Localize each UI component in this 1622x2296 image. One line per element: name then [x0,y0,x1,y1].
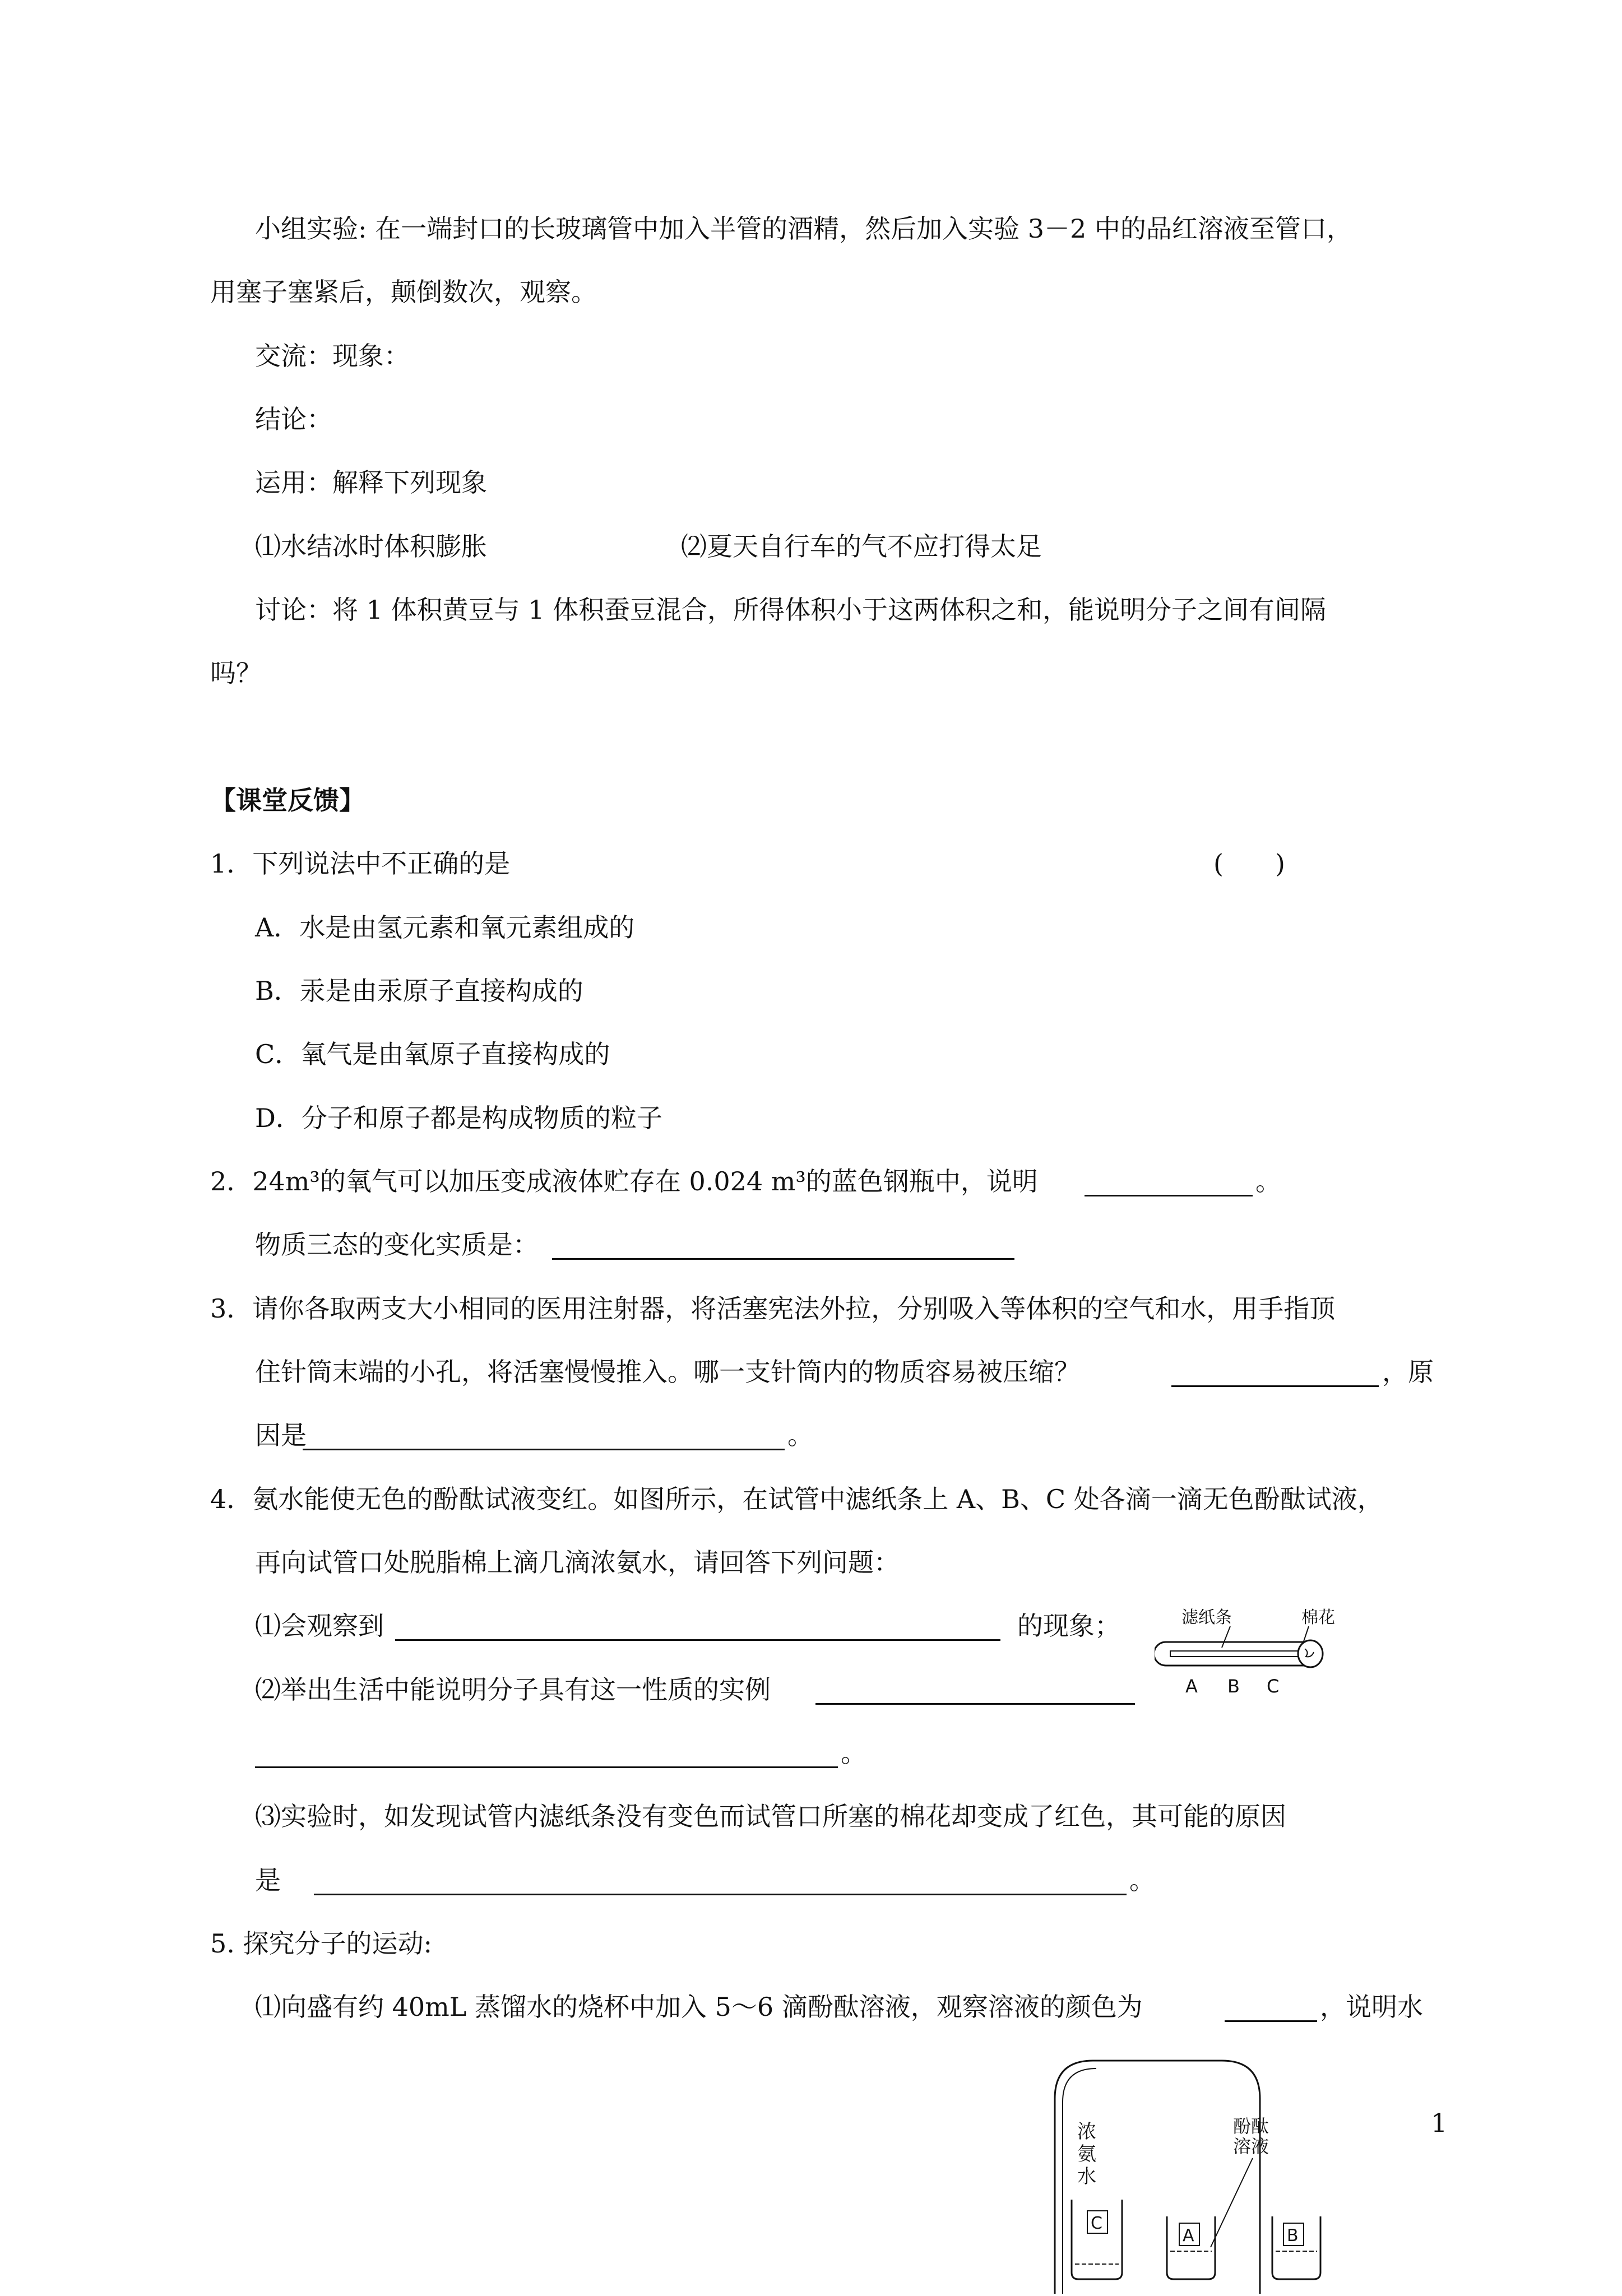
beaker-c-label: C [1091,2214,1102,2233]
q1-option-d: D．分子和原子都是构成物质的粒子 [255,1103,662,1133]
q5-line-1: 5. 探究分子的运动: [210,1928,433,1959]
ammonia-label-2: 氨 [1077,2143,1096,2165]
bell-jar-figure [1042,2048,1356,2294]
test-tube [1155,1642,1306,1666]
intro-line-2: 用塞子塞紧后，颠倒数次，观察。 [210,277,597,307]
q4-blank-1[interactable] [395,1639,1000,1641]
q4-blank-2[interactable] [815,1703,1135,1705]
q2-line-1: 2．24m³的氧气可以加压变成液体贮存在 0.024 m³的蓝色钢瓶中，说明 [210,1166,1038,1196]
q4-sub-3-line-2: 是 [255,1865,281,1895]
beaker-b-label: B [1287,2226,1299,2246]
page-number: 1 [1431,2108,1448,2138]
q1-option-c: C．氧气是由氧原子直接构成的 [255,1039,610,1069]
beaker-a-label: A [1183,2226,1194,2246]
exchange-label: 交流：现象： [255,341,410,371]
q4-line-1: 4．氨水能使无色的酚酞试液变红。如图所示，在试管中滤纸条上 A、B、C 处各滴一滴无色酚酞试液， [210,1484,1383,1514]
test-tube-figure [1155,1603,1345,1709]
q3-line-1: 3．请你各取两支大小相同的医用注射器，将活塞宪法外拉，分别吸入等体积的空气和水，用手指顶 [210,1293,1336,1324]
q4-sub-1-end: 的现象； [1017,1611,1120,1641]
q3-line-2-end: ，原 [1382,1357,1434,1387]
discuss-line-1: 讨论：将 1 体积黄豆与 1 体积蚕豆混合，所得体积小于这两体积之和，能说明分子之间有间隔 [255,595,1327,625]
apply-item-2: ⑵夏天自行车的气不应打得太足 [681,531,1042,562]
q3-blank-1[interactable] [1171,1385,1379,1387]
q3-line-2: 住针筒末端的小孔，将活塞慢慢推入。哪一支针筒内的物质容易被压缩？ [255,1357,1080,1387]
q1-option-b: B．汞是由汞原子直接构成的 [255,976,583,1006]
q4-line-2: 再向试管口处脱脂棉上滴几滴浓氨水，请回答下列问题： [255,1547,900,1578]
ammonia-label-1: 浓 [1077,2121,1096,2143]
q3-line-3: 因是 [255,1420,307,1450]
q2-line-1-end: 。 [1255,1166,1281,1196]
filter-strip [1170,1651,1299,1657]
apply-label: 运用：解释下列现象 [255,467,487,498]
q4-blank-3[interactable] [255,1766,838,1768]
apply-item-1: ⑴水结冰时体积膨胀 [255,531,487,562]
section-heading: 【课堂反馈】 [210,785,365,815]
q2-blank-2[interactable] [552,1258,1014,1260]
ammonia-label-3: 水 [1077,2165,1096,2188]
q5-blank-1[interactable] [1225,2020,1317,2022]
point-a-label: A [1185,1676,1198,1697]
q5-sub-1: ⑴向盛有约 40mL 蒸馏水的烧杯中加入 5～6 滴酚酞溶液，观察溶液的颜色为 [255,1992,1143,2022]
q3-line-3-end: 。 [787,1420,813,1450]
beaker-c [1072,2200,1122,2279]
q4-sub-3-line-1: ⑶实验时，如发现试管内滤纸条没有变色而试管口所塞的棉花却变成了红色，其可能的原因 [255,1801,1286,1831]
filter-strip-label: 滤纸条 [1181,1608,1232,1627]
phenol-label-2: 溶液 [1233,2136,1269,2157]
conclusion-label: 结论： [255,404,332,434]
q2-blank-1[interactable] [1085,1195,1253,1196]
q1-stem: 1．下列说法中不正确的是 [210,848,511,879]
phenol-label-1: 酚酞 [1233,2116,1269,2137]
q4-blank-4[interactable] [314,1894,1127,1895]
q3-blank-2[interactable] [303,1449,785,1450]
point-b-label: B [1227,1676,1240,1697]
intro-line-1: 小组实验: 在一端封口的长玻璃管中加入半管的酒精，然后加入实验 3－2 中的品红溶液至管口， [255,214,1352,244]
q5-sub-1-end: ，说明水 [1320,1992,1423,2022]
cotton-label: 棉花 [1301,1608,1335,1627]
q4-sub-2: ⑵举出生活中能说明分子具有这一性质的实例 [255,1675,771,1705]
cotton-plug [1298,1640,1323,1667]
q4-sub-1: ⑴会观察到 [255,1611,384,1641]
q1-option-a: A．水是由氢元素和氧元素组成的 [255,912,635,943]
q4-sub-3-end: 。 [1129,1865,1155,1895]
point-c-label: C [1267,1676,1280,1697]
q2-line-2: 物质三态的变化实质是： [255,1230,539,1260]
q1-answer-paren: ( ) [1213,848,1285,879]
q4-sub-2-end: 。 [841,1738,866,1768]
discuss-line-2: 吗？ [210,658,262,688]
